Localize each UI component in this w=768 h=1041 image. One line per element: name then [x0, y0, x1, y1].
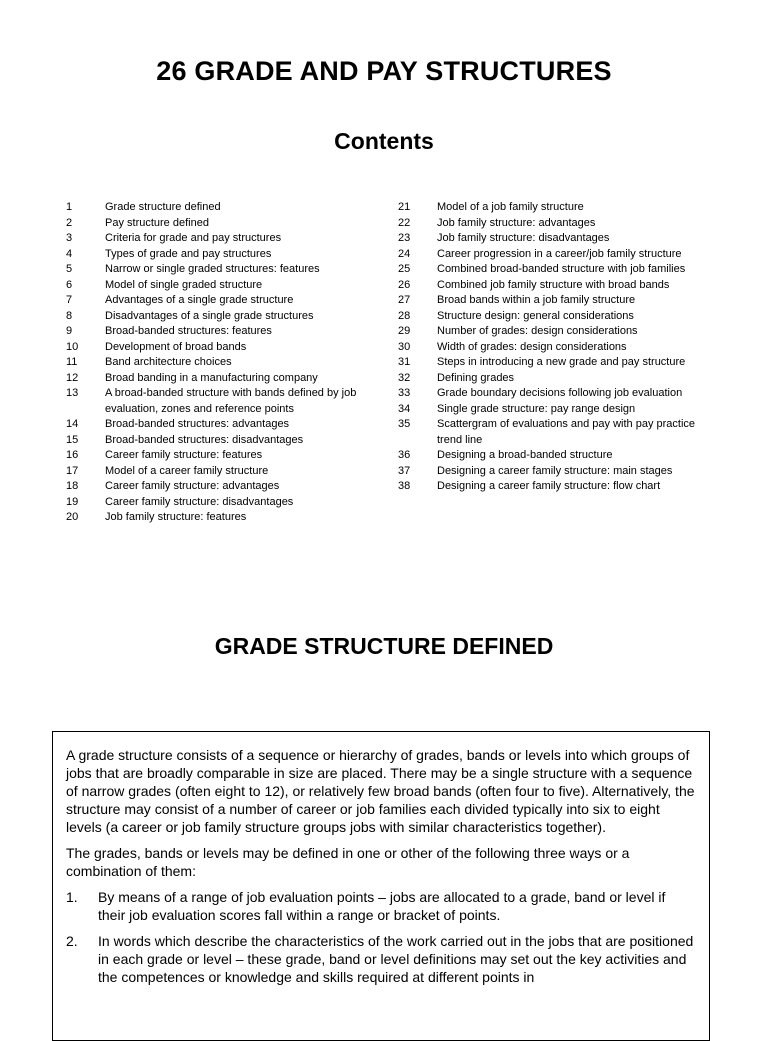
toc-item-number: 24 [398, 247, 411, 260]
toc-item-number: 25 [398, 263, 411, 275]
toc-item [66, 495, 366, 511]
toc-item [66, 371, 366, 387]
toc-item-title: Model of a job family structure [437, 201, 584, 213]
toc-item-number: 11 [66, 356, 78, 368]
toc-item-number: 6 [66, 278, 73, 291]
toc-item [398, 216, 708, 232]
toc-item-number: 13 [66, 387, 79, 399]
toc-item [398, 417, 708, 448]
section-heading: GRADE STRUCTURE DEFINED [214, 633, 554, 659]
toc-item-title: Job family structure: advantages [437, 216, 596, 229]
toc-item-title: Pay structure defined [105, 216, 209, 229]
toc-item-title: Designing a career family structure: main stages [437, 464, 673, 477]
toc-item-title: Model of a career family structure [105, 464, 269, 477]
toc-item-number: 1 [66, 201, 73, 213]
toc-item-number: 2 [66, 216, 73, 229]
toc-item [398, 448, 708, 464]
toc-item-title: Broad bands within a job family structure [437, 294, 636, 306]
toc-item-title: Combined broad-banded structure with job families [437, 263, 686, 275]
toc-item [66, 510, 366, 526]
toc-item-number: 18 [66, 480, 79, 492]
toc-item-title: Job family structure: features [105, 511, 247, 523]
toc-item [66, 231, 366, 247]
toc-item-title: Broad-banded structures: disadvantages [105, 433, 304, 446]
toc-item [66, 200, 366, 216]
list-item-2 [66, 932, 697, 986]
toc-item-number: 21 [398, 201, 411, 213]
page-title: 26 GRADE AND PAY STRUCTURES [156, 56, 612, 86]
list-item-1-number: 1. [66, 889, 78, 905]
toc-item-title: Broad-banded structures: features [105, 325, 272, 337]
toc-item-title: Band architecture choices [105, 356, 232, 368]
toc-item [66, 355, 366, 371]
toc-item-number: 19 [66, 495, 79, 508]
toc-item [66, 417, 366, 433]
list-item-2-number: 2. [66, 933, 78, 949]
toc-item-title: Criteria for grade and pay structures [105, 232, 282, 244]
toc-item [398, 309, 708, 325]
definition-box [52, 731, 710, 1041]
toc-item [66, 324, 366, 340]
toc-item [398, 231, 708, 247]
toc-item-title: Steps in introducing a new grade and pay structure [437, 356, 686, 368]
toc-item [398, 200, 708, 216]
toc-item [398, 464, 708, 480]
toc-item-title: Types of grade and pay structures [105, 247, 272, 260]
toc-item-number: 14 [66, 418, 79, 430]
toc-item-title: A broad-banded structure with bands defined by job evaluation, zones and reference points [105, 387, 357, 415]
toc-item [66, 448, 366, 464]
toc-item-number: 37 [398, 464, 411, 477]
toc-item [398, 386, 708, 402]
toc-item-title: Job family structure: disadvantages [437, 232, 610, 244]
toc-item-number: 30 [398, 340, 411, 353]
toc-item [398, 324, 708, 340]
toc-item-number: 35 [398, 418, 411, 430]
toc-item [66, 293, 366, 309]
toc-item-number: 31 [398, 356, 411, 368]
toc-item-title: Combined job family structure with broad bands [437, 278, 670, 291]
toc-item-title: Width of grades: design considerations [437, 340, 627, 353]
toc-item-number: 34 [398, 402, 411, 415]
toc-item-number: 36 [398, 449, 411, 461]
toc-item-number: 38 [398, 480, 411, 492]
toc-item-title: Advantages of a single grade structure [105, 294, 294, 306]
toc-item [66, 464, 366, 480]
toc-item-number: 28 [398, 309, 411, 322]
toc-item-number: 20 [66, 511, 79, 523]
toc-item-title: Grade structure defined [105, 201, 221, 213]
toc-item-title: Defining grades [437, 371, 515, 384]
toc-item [398, 278, 708, 294]
toc-item-title: Career family structure: disadvantages [105, 495, 294, 508]
toc-item-title: Structure design: general considerations [437, 309, 634, 322]
toc-item-title: Designing a career family structure: flow chart [437, 480, 661, 492]
toc-item-title: Scattergram of evaluations and pay with pay practice trend line [437, 418, 696, 446]
contents-heading: Contents [334, 128, 434, 154]
toc-item-number: 12 [66, 371, 79, 384]
toc-item-title: Designing a broad-banded structure [437, 449, 613, 461]
toc-item-number: 33 [398, 387, 411, 399]
toc-item-number: 17 [66, 464, 79, 477]
toc-item [66, 216, 366, 232]
toc-item-number: 15 [66, 433, 79, 446]
toc-item-title: Narrow or single graded structures: features [105, 263, 320, 275]
toc-item-title: Disadvantages of a single grade structures [105, 309, 314, 322]
toc-right-column [398, 200, 708, 495]
toc-item-number: 32 [398, 371, 411, 384]
toc-item [66, 278, 366, 294]
toc-item-title: Career progression in a career/job family structure [437, 247, 682, 260]
list-item-1-continuation: their job evaluation scores fall within a range or bracket of points. [98, 907, 501, 923]
toc-item-number: 8 [66, 309, 73, 322]
toc-item [398, 293, 708, 309]
toc-item [398, 247, 708, 263]
toc-item [66, 309, 366, 325]
toc-item-number: 16 [66, 449, 79, 461]
toc-item [66, 479, 366, 495]
toc-item-number: 7 [66, 294, 73, 306]
toc-item-number: 3 [66, 232, 73, 244]
definition-paragraph-1: A grade structure consists of a sequence or hierarchy of grades, bands or levels into which groups of jobs that are broadly comparable in size are placed. There may be a single structure with a sequence of narrow grades (often eight to 12), or relatively few broad bands (often four to five). Alternatively, the structure may consist of a number of career or job families each divided typically into six to eight levels (a career or job family structure groups jobs with similar characteristics together). [66, 747, 695, 835]
toc-item-number: 5 [66, 263, 73, 275]
toc-item-title: Broad banding in a manufacturing company [105, 371, 318, 384]
toc-item-number: 27 [398, 294, 411, 306]
toc-item-number: 4 [66, 247, 73, 260]
toc-item-title: Single grade structure: pay range design [437, 402, 636, 415]
toc-item-title: Career family structure: advantages [105, 480, 280, 492]
toc-item-number: 10 [66, 340, 79, 353]
toc-item [398, 402, 708, 418]
definition-paragraph-2: The grades, bands or levels may be defined in one or other of the following three ways or a combination of them: [66, 845, 630, 879]
toc-item-title: Career family structure: features [105, 449, 263, 461]
toc-item [398, 340, 708, 356]
toc-left-column [66, 200, 366, 526]
toc-item-number: 23 [398, 232, 411, 244]
toc-item-number: 22 [398, 216, 411, 229]
toc-item-title: Grade boundary decisions following job evaluation [437, 387, 683, 399]
toc-item [398, 371, 708, 387]
toc-item [66, 247, 366, 263]
list-item-1-text: By means of a range of job evaluation points – jobs are allocated to a grade, band or level if [98, 889, 666, 905]
toc-item [398, 262, 708, 278]
toc-item-number: 26 [398, 278, 411, 291]
toc-item-title: Number of grades: design considerations [437, 325, 638, 337]
toc-item-number: 9 [66, 325, 73, 337]
list-item-1 [66, 888, 697, 924]
toc-item [66, 262, 366, 278]
toc-item-title: Development of broad bands [105, 340, 247, 353]
toc-item [66, 340, 366, 356]
toc-item [398, 355, 708, 371]
toc-item [398, 479, 708, 495]
toc-item [66, 433, 366, 449]
list-item-2-text: In words which describe the characteristics of the work carried out in the jobs that are positioned in each grade or level – these grade, band or level definitions may set out the key activities and the competences or knowledge and skills required at different points in [98, 933, 694, 985]
toc-item [66, 386, 366, 417]
toc-item-title: Broad-banded structures: advantages [105, 418, 290, 430]
toc-item-number: 29 [398, 325, 411, 337]
toc-item-title: Model of single graded structure [105, 278, 263, 291]
